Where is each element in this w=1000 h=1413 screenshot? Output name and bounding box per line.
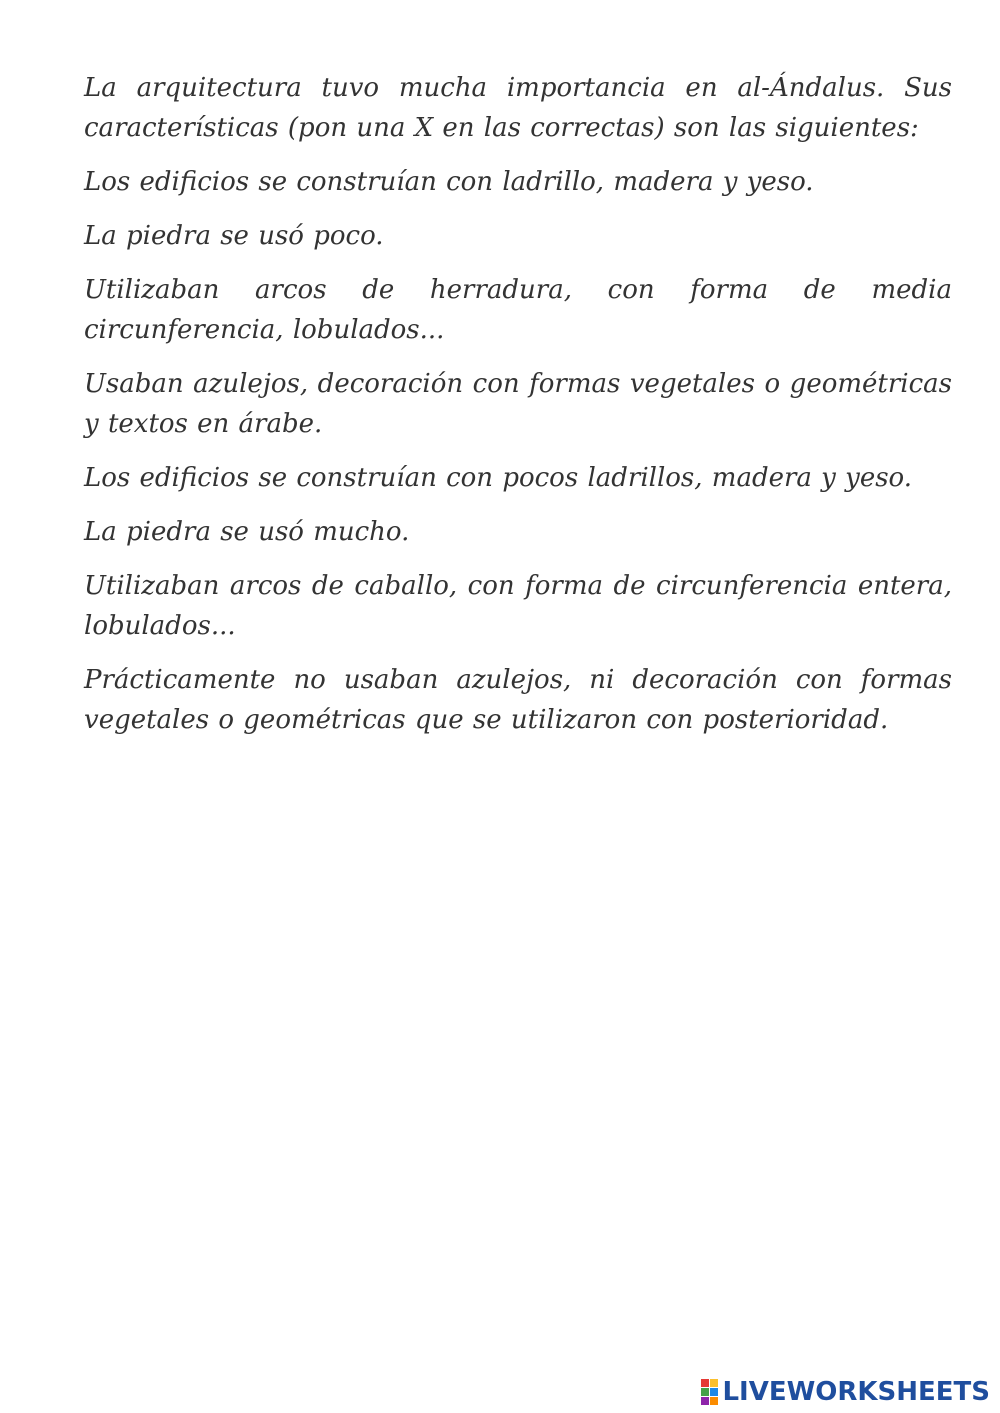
intro-paragraph: La arquitectura tuvo mucha importancia en al-Ándalus. Sus características (pon una X en las correctas) son las siguientes: — [84, 73, 952, 143]
statement-item: Prácticamente no usaban azulejos, ni decoración con formas vegetales o geométricas que se utilizaron con posterioridad. — [84, 665, 952, 735]
statement-item: Los edificios se construían con ladrillo, madera y yeso. — [84, 167, 814, 197]
statement-item: Los edificios se construían con pocos ladrillos, madera y yeso. — [84, 463, 913, 493]
worksheet-content — [84, 68, 952, 754]
statement-item: Utilizaban arcos de caballo, con forma de circunferencia entera, lobulados... — [84, 571, 952, 641]
statement-item: La piedra se usó poco. — [84, 221, 384, 251]
liveworksheets-logo-icon — [701, 1379, 718, 1405]
statement-item: Utilizaban arcos de herradura, con forma de media circunferencia, lobulados... — [84, 275, 952, 345]
statement-item: Usaban azulejos, decoración con formas vegetales o geométricas y textos en árabe. — [84, 369, 952, 439]
liveworksheets-logo — [701, 1377, 990, 1407]
statement-item: La piedra se usó mucho. — [84, 517, 410, 547]
logo-wordmark: LIVEWORKSHEETS — [722, 1377, 990, 1407]
